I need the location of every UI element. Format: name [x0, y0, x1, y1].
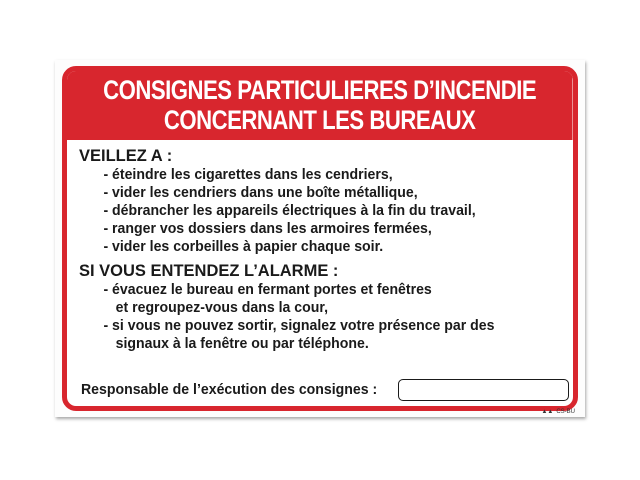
instruction-item: - évacuez le bureau en fermant portes et fenêtres — [103, 281, 432, 298]
sign-title-line-1: CONSIGNES PARTICULIERES D’INCENDIE — [103, 75, 537, 105]
instruction-item: - ranger vos dossiers dans les armoires fermées, — [103, 220, 432, 237]
instruction-item: - éteindre les cigarettes dans les cendriers, — [103, 166, 393, 183]
manufacturer-logo-icon: ▲▲ — [541, 409, 554, 415]
sign-title-line-2: CONCERNANT LES BUREAUX — [164, 105, 476, 135]
instruction-item: - vider les corbeilles à papier chaque soir. — [103, 238, 384, 255]
sign-board — [55, 60, 585, 417]
reference-code: CS-BU — [556, 409, 575, 415]
section-heading: VEILLEZ A : — [79, 147, 173, 165]
responsible-label: Responsable de l’exécution des consignes : — [81, 381, 378, 398]
instruction-item: - débrancher les appareils électriques à la fin du travail, — [103, 202, 476, 219]
sign-header — [67, 71, 573, 140]
responsible-row — [81, 379, 569, 401]
section-heading: SI VOUS ENTENDEZ L’ALARME : — [79, 262, 339, 280]
instruction-item: - vider les cendriers dans une boîte métallique, — [103, 184, 418, 201]
section-alarme — [79, 261, 573, 353]
instruction-item-continuation: et regroupez-vous dans la cour, — [115, 299, 328, 316]
sign-content — [67, 140, 573, 353]
instruction-item-continuation: signaux à la fenêtre ou par téléphone. — [115, 335, 369, 352]
sign-frame — [62, 66, 578, 411]
instruction-item: - si vous ne pouvez sortir, signalez votre présence par des — [103, 317, 495, 334]
section-veillez — [79, 146, 573, 256]
responsible-field[interactable] — [398, 379, 569, 401]
reference-mark — [541, 409, 575, 415]
